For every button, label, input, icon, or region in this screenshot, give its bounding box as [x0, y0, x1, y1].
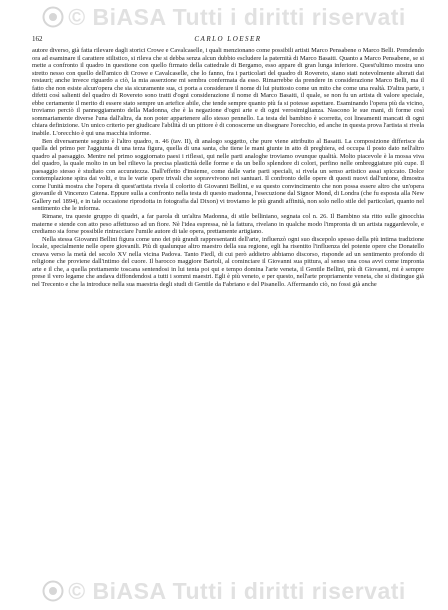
watermark-top [0, 4, 448, 31]
paragraph: Rimane, tra queste gruppo di quadri, a far parola di un'altra Madonna, di stile belliniano, segnata col n. 26. Il Bambino sta ritto sulle ginocchia materne e stende con atto peso affettuoso ad un fiore. Nè l'idea espressa, nè la fattura, rivelano in qualche modo l'impronta di un artista raggardevole, e crediamo sia forse possibile rintracciare l'umile autore di tale opera, prettamente artigiano. [32, 213, 424, 236]
watermark-bottom [0, 578, 448, 605]
running-head [32, 33, 424, 45]
running-head-author: CARLO LOESER [194, 35, 262, 43]
page-number: 162 [32, 35, 43, 43]
biasa-logo-icon [42, 6, 64, 28]
watermark-bottom-text: © BiASA Tutti i diritti riservati [68, 578, 406, 604]
watermark-top-text: © BiASA Tutti i diritti riservati [68, 4, 406, 30]
paragraph: Ben diversamente seguito è l'altro quadro, n. 46 (tav. II), di analogo soggetto, che pure viene attribuito al Basaiti. La composizione differisce da quella del primo per l'aggiunta di una terza figura, quella di una santa, che tiene le mani giunte in atto di preghiera, ed occupa il posto dato nell'altro quadro al paesaggio. Mentre nel primo soggiornato paesi i riflessi, qui nelle parti analoghe troviamo ovunque qualità. Molto piacevole è la mossa viva del quadro, la quale molto in un bel rilievo la precisa plasticità delle forme e da un bello splendore di colori, perfino nelle ombreggiature più cupe. Il paesaggio stesso è studiato con accuratezza. Dall'effetto d'insieme, come dalle varie parti speciali, si rivela un senso artistico assai spiccato. Dolce contemplazione spira dai volti, e tra le varie opere trivali che sopravvivono nei santuari. Il confronto delle opere di questi nuovi dall'unione, dimostra come l'unità mostra che l'opera di quest'artista rivela il colorito di Giovanni Bellini, e su questo convincimento che non possa essere altro che un'opera giovanile di Vincenzo Catena. Eppure sulla a confronto nella testa di questo madonna, l'esecuzione dal Signor Mond, di Londra (che fu esposta alla New Gallery nel 1894), e in tale occasione riprodotta in fotografia dal Dixon) vi troviamo le più grandi affinità, non solo nello stile del particolari, quanto nel sentimento che le informa. [32, 137, 424, 213]
paragraph: Nella stessa Giovanni Bellini figura come uno dei più grandi rappresentanti dell'arte, influenzò ogni suo discepolo spesso della più intima tradizione locale, specialmente nelle opere giovanili. Più di qualunque altro maestro della sua regione, egli ha risentito l'influenza del potente opere che Donatello creava verso la metà del secolo XV nella vicina Padova. Tanto Fiedl, di cui però addietro abbiamo discorso, risponde ad un sentimento profondo di religione che proviene dall'intimo del cuore. Il barocco maggiore Bartoli, al cominciare il Giovanni sua pittura, al senso una cosa avvi come impronta arte e il che, a quella prettamente toscana sentendosi in lui tenta poi qui e tempo domina l'arte veneta, il Gentile Bellini, più di Giovanni, mi è sempre prese il vero legame che andava diffondendosi a tutti i sommi maestri. Egli è più veneto, e per questo, nell'arte propriamente veneta, che si distingue già nel Trecento e che la introduce nella sua maestria degli studi di Gentile da Fabriano e del Pisanello. Affermando ciò, no fossi già anche [32, 235, 424, 288]
body-text [32, 47, 424, 289]
biasa-logo-icon [42, 580, 64, 602]
paragraph: autore diverso, già fatta rilevare dagli storici Crowe e Cavalcaselle, i quali menzionano come possibili artisti Marco Pensabene o Marco Belli. Prendendo ora ad esaminare il carattere stilistico, si rileva che si debba senza alcun dubbio escludere la paternità di Marco Basaiti. Quanto a Marco Pensabene, se si mette a confronto il quadro in questione con quello firmato della cattedrale di Bergamo, esso appare di gran lunga inferiore. Quest'ultimo mostra uno stretto nesso con quello dell'amico di Crowe e Cavalcaselle, che lo fanno, fra i particolari del quadro di Rovereto, siano stati notevolmente alterati dai restauri; anche invece riguardo a ciò, la mia asserzione mi sembra confermata da esso. Rimarrebbe da prendere in considerazione Marco Belli, ma il fatto che non esiste alcun'opera che sia sicuramente sua, ci porta a considerare il nome di lui piuttosto come un mito che come una realtà. D'altra parte, i difetti così salienti del quadro di Rovereto sono tratti d'ogni considerazione il nome di Marco Basaiti, il quale, se non fu un artista di valore speciale, ebbe certamente il merito di essere stato sempre un artefice abile, che tende sempre quanto più fa si potesse aspettare. Esaminando l'opera più da vicino, troviamo perciò il panneggiamento della Madonna, che è la negazione d'ogni arte e di ogni verosimiglianza. Nascono le sue mani, di forme così sommariamente diverse l'una dall'altra, da non poter appartenere allo stesso pennello. La testa del bambino è scorretta, coi lineamenti mancati di ogni chiara definizione. Un unico criterio per giudicare l'abilità di un pittore è di conoscerne un disegnare l'orecchio, ed anche in questa prova l'artista si rivela inabile. L'orecchio è qui una macchia informe. [32, 47, 424, 138]
